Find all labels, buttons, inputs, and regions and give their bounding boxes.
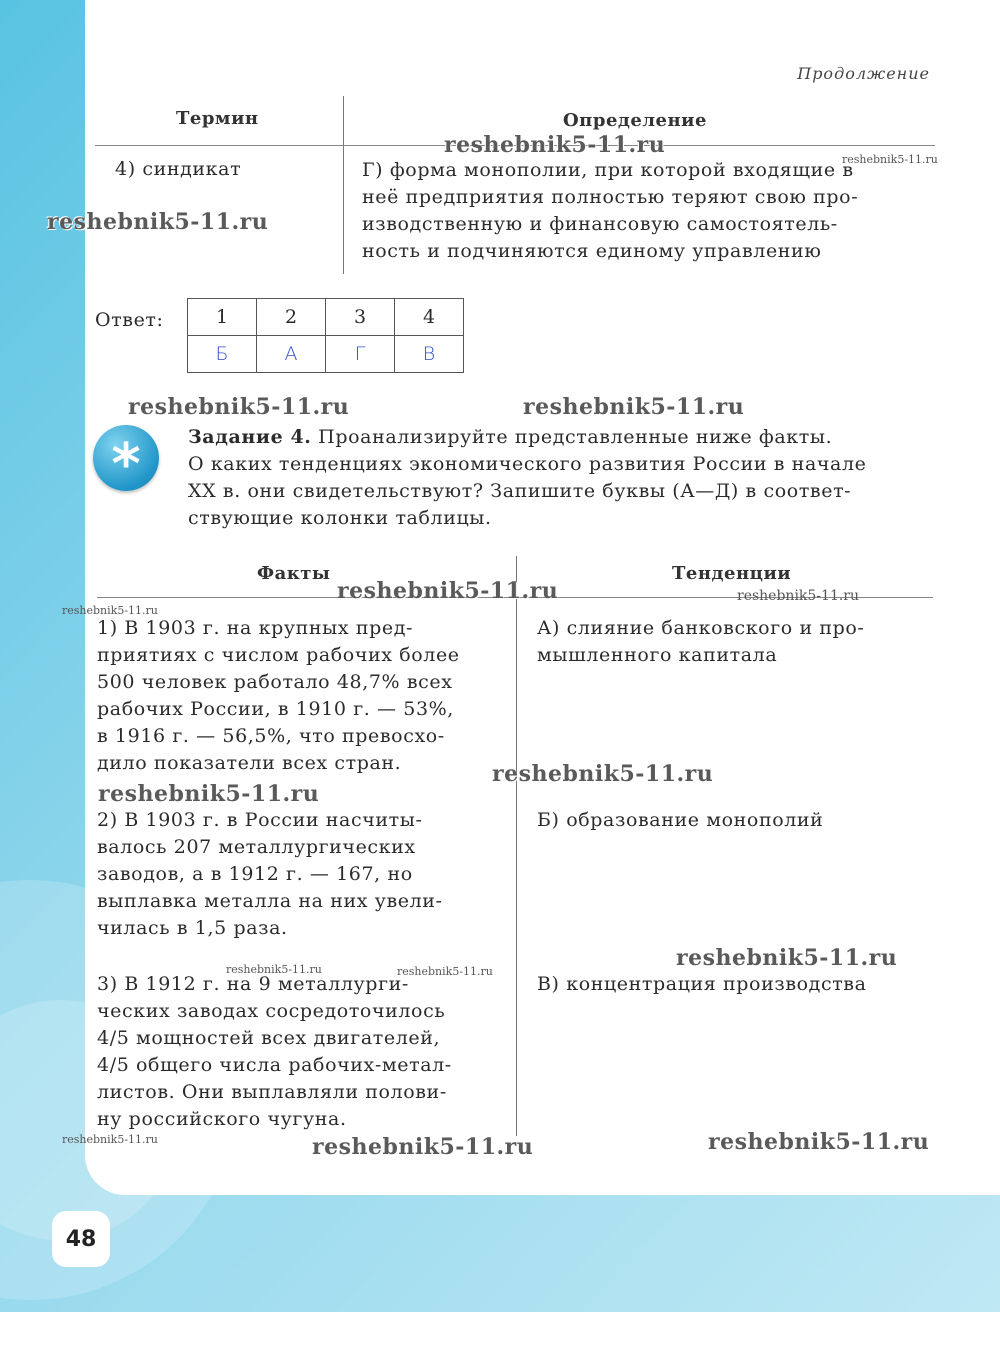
fact-line: 1) В 1903 г. на крупных пред- bbox=[97, 617, 414, 639]
answer-number: 1 bbox=[188, 299, 257, 336]
answer-number: 4 bbox=[395, 299, 464, 336]
watermark: reshebnik5-11.ru bbox=[523, 394, 745, 420]
task-line-text: Проанализируйте представленные ниже факты. bbox=[318, 426, 833, 448]
definition-line: ность и подчиняются единому управлению bbox=[362, 240, 822, 262]
facts-table-divider bbox=[516, 556, 517, 1136]
trend-item bbox=[537, 807, 937, 834]
fact-line: ну российского чугуна. bbox=[97, 1108, 347, 1130]
fact-line: 4/5 общего числа рабочих-метал- bbox=[97, 1054, 452, 1076]
task-text bbox=[188, 424, 933, 532]
watermark: reshebnik5-11.ru bbox=[312, 1134, 534, 1160]
task-line: XX в. они свидетельствуют? Запишите буквы (А—Д) в соответ- bbox=[188, 480, 852, 502]
page-number: 48 bbox=[52, 1211, 110, 1267]
watermark-small: reshebnik5-11.ru bbox=[226, 963, 322, 976]
watermark-small: reshebnik5-11.ru bbox=[397, 965, 493, 978]
trend-line: В) концентрация производства bbox=[537, 973, 867, 995]
watermark: reshebnik5-11.ru bbox=[444, 132, 666, 158]
answer-handwritten-letter: Г bbox=[326, 336, 395, 373]
fact-item bbox=[97, 971, 502, 1133]
fact-line: 500 человек работало 48,7% всех bbox=[97, 671, 453, 693]
fact-line: рабочих России, в 1910 г. — 53%, bbox=[97, 698, 454, 720]
answer-handwritten-letter: А bbox=[257, 336, 326, 373]
watermark: reshebnik5-11.ru bbox=[47, 209, 269, 235]
term-column-header: Термин bbox=[176, 108, 259, 129]
watermark: reshebnik5-11.ru bbox=[676, 945, 898, 971]
term-table-divider bbox=[343, 96, 344, 274]
fact-line: 2) В 1903 г. в России насчиты- bbox=[97, 809, 423, 831]
answer-grid bbox=[187, 298, 464, 373]
task-line: ствующие колонки таблицы. bbox=[188, 507, 492, 529]
asterisk-icon: * bbox=[93, 425, 159, 491]
fact-line: 4/5 мощностей всех двигателей, bbox=[97, 1027, 441, 1049]
trend-line: А) слияние банковского и про- bbox=[537, 617, 865, 639]
task-line bbox=[188, 424, 933, 451]
continuation-label: Продолжение bbox=[797, 64, 930, 83]
watermark-small: reshebnik5-11.ru bbox=[62, 1133, 158, 1146]
answer-handwritten-letter: Б bbox=[188, 336, 257, 373]
answer-handwritten-letter: В bbox=[395, 336, 464, 373]
fact-line: в 1916 г. — 56,5%, что превосхо- bbox=[97, 725, 445, 747]
trend-item bbox=[537, 615, 937, 669]
page-bottom-margin bbox=[0, 1312, 1000, 1351]
fact-line: 3) В 1912 г. на 9 металлурги- bbox=[97, 973, 409, 995]
term-text: 4) синдикат bbox=[115, 158, 242, 180]
definition-line: изводственную и финансовую самостоятель- bbox=[362, 213, 838, 235]
task-line: О каких тенденциях экономического развития России в начале bbox=[188, 453, 867, 475]
definition-text bbox=[362, 157, 917, 265]
fact-line: ческих заводах сосредоточилось bbox=[97, 1000, 446, 1022]
fact-line: приятиях с числом рабочих более bbox=[97, 644, 460, 666]
trend-item bbox=[537, 971, 937, 998]
trends-column-header: Тенденции bbox=[672, 563, 792, 584]
trend-line: Б) образование монополий bbox=[537, 809, 824, 831]
watermark-small: reshebnik5-11.ru bbox=[737, 588, 860, 604]
watermark: reshebnik5-11.ru bbox=[98, 781, 320, 807]
task-title: Задание 4. bbox=[188, 426, 312, 448]
answer-label: Ответ: bbox=[95, 309, 164, 331]
watermark: reshebnik5-11.ru bbox=[337, 578, 559, 604]
watermark-small: reshebnik5-11.ru bbox=[62, 604, 158, 617]
fact-line: выплавка металла на них увели- bbox=[97, 890, 443, 912]
trend-line: мышленного капитала bbox=[537, 644, 778, 666]
fact-line: чилась в 1,5 раза. bbox=[97, 917, 288, 939]
definition-column-header: Определение bbox=[563, 110, 707, 131]
facts-column-header: Факты bbox=[257, 563, 331, 584]
watermark: reshebnik5-11.ru bbox=[708, 1129, 930, 1155]
watermark: reshebnik5-11.ru bbox=[492, 761, 714, 787]
fact-item bbox=[97, 807, 502, 942]
answer-number: 2 bbox=[257, 299, 326, 336]
definition-line: Г) форма монополии, при которой входящие в bbox=[362, 159, 854, 181]
watermark-small: reshebnik5-11.ru bbox=[842, 153, 938, 166]
fact-line: дило показатели всех стран. bbox=[97, 752, 402, 774]
fact-line: валось 207 металлургических bbox=[97, 836, 416, 858]
fact-item bbox=[97, 615, 502, 777]
watermark: reshebnik5-11.ru bbox=[128, 394, 350, 420]
definition-line: неё предприятия полностью теряют свою про- bbox=[362, 186, 859, 208]
fact-line: листов. Они выплавляли полови- bbox=[97, 1081, 447, 1103]
answer-number: 3 bbox=[326, 299, 395, 336]
fact-line: заводов, а в 1912 г. — 167, но bbox=[97, 863, 413, 885]
